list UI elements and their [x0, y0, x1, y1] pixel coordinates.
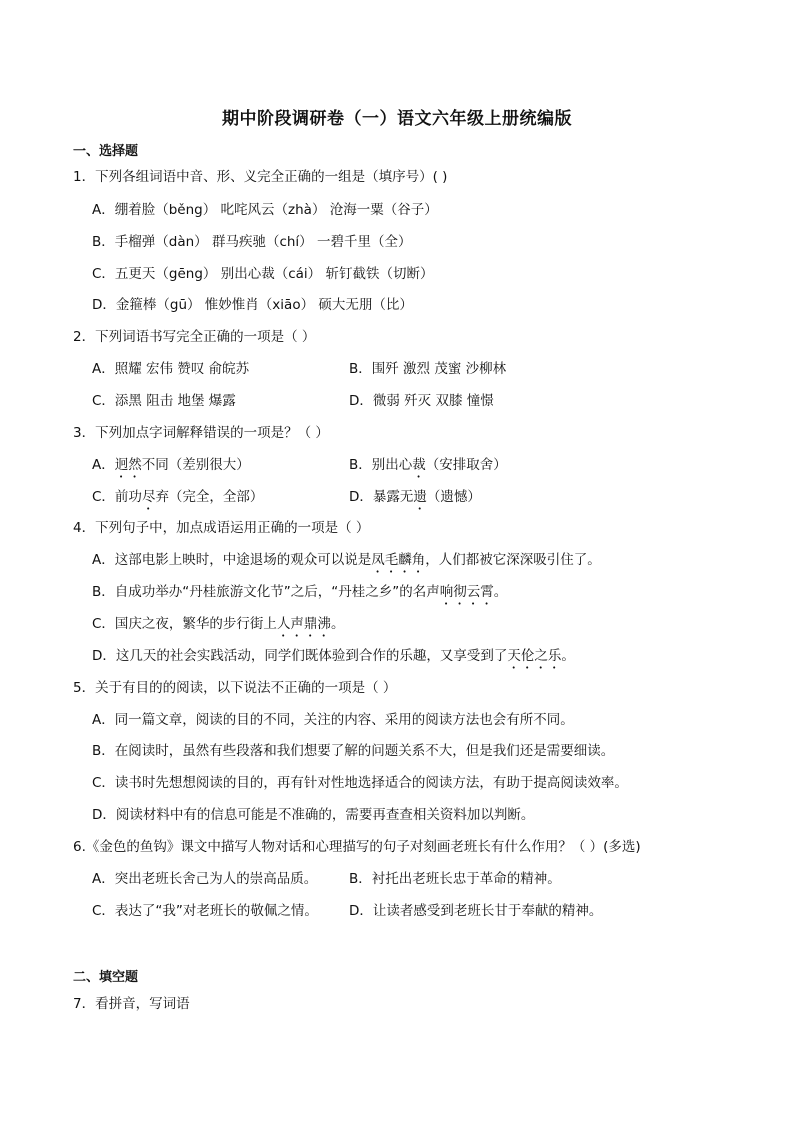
section-heading-fill: 二、填空题: [73, 970, 139, 985]
question-4-option-c: [92, 612, 344, 640]
question-1-option-d: D．金箍棒（gū） 惟妙惟肖（xiāo） 硕大无朋（比）: [92, 297, 413, 313]
dotted-word: 裁: [412, 457, 426, 473]
question-4-stem: 4．下列句子中，加点成语运用正确的一项是（ ）: [73, 520, 370, 536]
option-text: D．这几天的社会实践活动，同学们既体验到合作的乐趣，又享受到了: [92, 648, 508, 664]
option-text: A．: [92, 457, 115, 473]
dotted-word: 遗: [413, 489, 427, 505]
question-3-option-c: [92, 485, 263, 513]
question-3-option-d: [349, 485, 481, 513]
dotted-idiom: 响彻云霄: [439, 584, 494, 600]
question-1-option-c: C．五更天（gēng） 别出心裁（cái） 斩钉截铁（切断）: [92, 266, 434, 282]
question-1-stem: 1．下列各组词语中音、形、义完全正确的一组是（填序号）( ): [73, 169, 448, 185]
option-text: B．自成功举办“丹桂旅游文化节”之后，“丹桂之乡”的名声: [92, 584, 440, 600]
question-1-option-b: B．手榴弹（dàn） 群马疾驰（chí） 一碧千里（全）: [92, 234, 412, 250]
option-text: C．前功: [92, 489, 142, 505]
option-text: 弃（完全，全部）: [155, 489, 264, 505]
question-5-stem: 5．关于有目的的阅读，以下说法不正确的一项是（ ）: [73, 680, 397, 696]
dotted-idiom: 凤毛麟角: [371, 552, 426, 568]
question-6-option-b: B．衬托出老班长忠于革命的精神。: [349, 871, 561, 887]
option-text: 。: [493, 584, 508, 600]
option-text: （遗憾）: [426, 489, 481, 505]
question-6-option-d: D．让读者感受到老班长甘于奉献的精神。: [349, 903, 603, 919]
question-3-option-a: [92, 453, 250, 481]
option-text: C．国庆之夜，繁华的步行街上: [92, 616, 277, 632]
option-text: 。: [330, 616, 345, 632]
option-text: A．这部电影上映时，中途退场的观众可以说是: [92, 552, 372, 568]
question-4-option-b: [92, 580, 507, 608]
option-text: （安排取舍）: [425, 457, 507, 473]
question-2-option-d: D．微弱 歼灭 双膝 憧憬: [349, 393, 494, 409]
dotted-idiom: 天伦之乐: [507, 648, 562, 664]
question-4-option-d: [92, 644, 575, 672]
question-4-option-a: [92, 548, 601, 576]
question-1-option-a: A．绷着脸（běng） 叱咤风云（zhà） 沧海一粟（谷子）: [92, 202, 438, 218]
question-3-option-b: [349, 453, 507, 481]
question-5-option-b: B．在阅读时，虽然有些段落和我们想要了解的问题关系不大，但是我们还是需要细读。: [92, 743, 615, 759]
question-3-stem: 3．下列加点字词解释错误的一项是？（ ）: [73, 425, 329, 441]
dotted-word: 尽: [141, 489, 156, 505]
question-5-option-d: D．阅读材料中有的信息可能是不准确的，需要再查查相关资料加以判断。: [92, 807, 535, 823]
question-5-option-a: A．同一篇文章，阅读的目的不同，关注的内容、采用的阅读方法也会有所不同。: [92, 712, 574, 728]
question-7-stem: 7．看拼音，写词语: [73, 996, 190, 1012]
question-6-option-c: C．表达了“我”对老班长的敬佩之情。: [92, 903, 318, 919]
question-2-option-b: B．围歼 激烈 茂蜜 沙柳林: [349, 361, 507, 377]
question-2-option-c: C．添黑 阻击 地堡 爆露: [92, 393, 236, 409]
question-2-stem: 2．下列词语书写完全正确的一项是（ ）: [73, 329, 316, 345]
option-text: 。: [561, 648, 575, 664]
question-6-stem: 6.《金色的鱼钩》课文中描写人物对话和心理描写的句子对刻画老班长有什么作用？（ ）(多选): [73, 839, 641, 855]
page-title: 期中阶段调研卷（一）语文六年级上册统编版: [222, 109, 572, 129]
dotted-word: 迥然: [114, 457, 142, 473]
question-2-option-a: A．照耀 宏伟 赞叹 俞皖苏: [92, 361, 250, 377]
section-heading-choice: 一、选择题: [73, 144, 139, 159]
option-text: 不同（差别很大）: [141, 457, 250, 473]
question-6-option-a: A．突出老班长舍己为人的崇高品质。: [92, 871, 318, 887]
dotted-idiom: 人声鼎沸: [276, 616, 331, 632]
option-text: ，人们都被它深深吸引住了。: [425, 552, 601, 568]
option-text: B．别出心: [349, 457, 413, 473]
question-5-option-c: C．读书时先想想阅读的目的，再有针对性地选择适合的阅读方法，有助于提高阅读效率。: [92, 775, 628, 791]
option-text: D．暴露无: [349, 489, 414, 505]
